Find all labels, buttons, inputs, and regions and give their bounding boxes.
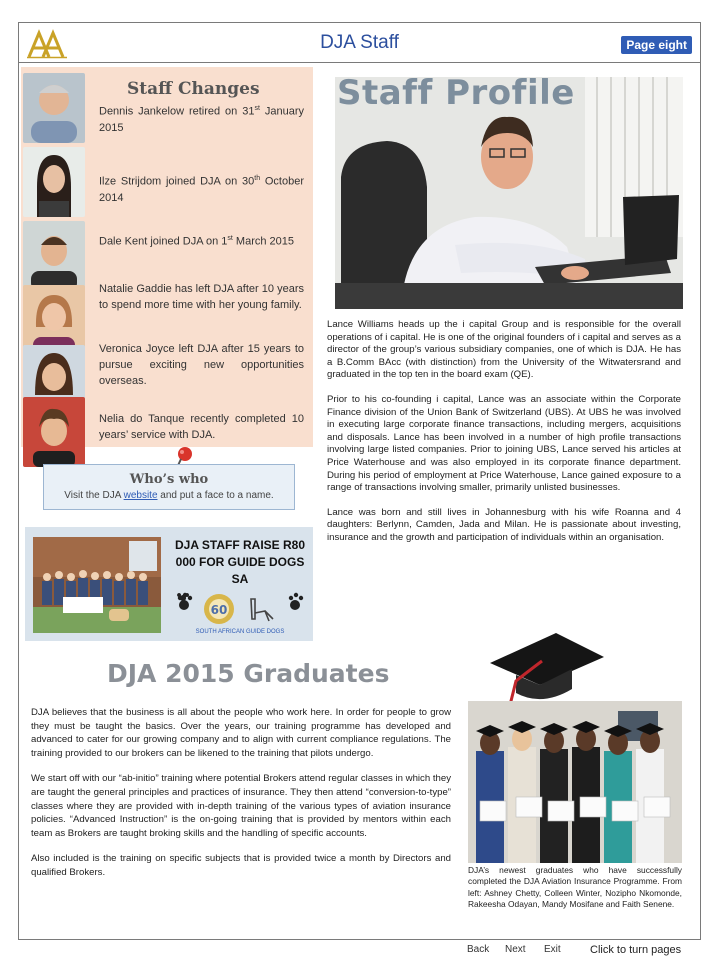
graduates-paragraph: DJA believes that the business is all about the people who work here. In order for people to grow they must be taught the basics. Over the years, our training programme has developed and advanced to cater for our growing company and to align with current compliance regulations. The training provided to our brokers can be likened to the training that pilots undergo.: [31, 707, 451, 759]
graduates-heading: DJA 2015 Graduates: [107, 659, 390, 688]
profile-paragraph: Lance was born and still lives in Johannesburg with his wife Roanna and 4 daughters: Berlynn, Camden, Jada and Milan. He is passionate about investing, insurance and the growth and participation of individuals within an organisation.: [327, 506, 681, 543]
page-number-badge: Page eight: [621, 36, 692, 54]
staff-change-item: Nelia do Tanque recently completed 10 years’ service with DJA.: [99, 413, 304, 441]
guide-dogs-anniversary-number: 60: [210, 603, 228, 617]
graduates-paragraph: Also included is the training on specific subjects that is provided twice a month by Directors and qualified Brokers.: [31, 853, 451, 878]
staff-photo-1: [23, 73, 85, 143]
fundraiser-title: DJA STAFF RAISE R80 000 FOR GUIDE DOGS SA: [174, 538, 306, 586]
staff-change-item: Dale Kent joined DJA on 1st March 2015: [99, 235, 295, 248]
profile-paragraph: Prior to his co-founding i capital, Lance was an associate within the Corporate Finance division of the Union Bank of Switzerland (UBS). At UBS he was involved in executing large corporate finance transactions, including mergers, acquisitions and disposals. Lance has been involved in a number of high profile transactions involving large listed companies. Prior to joining UBS, Lance served his articles at Price Waterhouse and was also employed in its corporate finance department. During his period of employment at Price Waterhouse, Lance gained exposure to a range of transactions involving smaller, primarily unlisted businesses.: [327, 393, 681, 494]
profile-paragraph: Lance Williams heads up the i capital Group and is responsible for the overall operations of i capital. He is one of the original founders of i capital and serves as a director of the group’s various subsidiary companies, one of which is DJA. He has a B.Comm BAcc (with distinction) from the University of the Witwatersrand and graduated in the top ten in the board exam (QE).: [327, 319, 681, 381]
page-frame: [18, 22, 701, 940]
next-button[interactable]: Next: [505, 944, 526, 955]
back-button[interactable]: Back: [467, 944, 490, 955]
graduates-caption: DJA’s newest graduates who have successfully completed the DJA Aviation Insurance Programme. From left: Ashney Chetty, Colleen Winter, Nozipho Nkomonde, Rakeesha Odayan, Mandy Mosifane and Faith Senene.: [468, 865, 682, 910]
graduates-photo: [468, 701, 682, 863]
whos-who-text-before: Visit the DJA: [64, 490, 124, 501]
graduates-paragraph: We start off with our “ab-initio” training where potential Brokers attend regular classes in which they are taught the general principles and practices of insurance. They then attend “conversion-to-type” classes where they are provided with in-depth training of the various types of aviation insurance policies. “Advanced Instruction” is the on-going training that is provided by mentors within each team as Brokers are taught broking skills and the handling of specific accounts.: [31, 773, 451, 839]
graduates-text: [31, 706, 451, 892]
page-title: DJA Staff: [320, 32, 399, 53]
staff-change-item: Ilze Strijdom joined DJA on 30th October 2014: [99, 175, 304, 204]
staff-change-item: Dennis Jankelow retired on 31st January 2015: [99, 105, 304, 134]
staff-changes-panel: [21, 67, 313, 447]
guide-dogs-logo-text: SOUTH AFRICAN GUIDE DOGS: [195, 629, 285, 635]
staff-profile-text: [327, 319, 681, 557]
staff-photo-6: [23, 397, 85, 467]
staff-changes-title: Staff Changes: [127, 79, 260, 99]
staff-change-item: Natalie Gaddie has left DJA after 10 years to spend more time with her young family.: [99, 283, 304, 311]
whos-who-title: Who’s who: [129, 472, 209, 487]
staff-change-item: Veronica Joyce left DJA after 15 years to pursue exciting new opportunities overseas.: [99, 343, 304, 387]
whos-who-text-after: and put a face to a name.: [157, 490, 274, 501]
whos-who-box: [43, 464, 295, 510]
staff-photo-2: [23, 147, 85, 217]
exit-button[interactable]: Exit: [544, 944, 561, 955]
whos-who-text: [44, 490, 294, 501]
turn-pages-hint: Click to turn pages: [590, 944, 682, 956]
graduation-cap-icon: [486, 623, 606, 713]
staff-profile-heading: Staff Profile: [337, 73, 575, 113]
staff-profile-section: [317, 67, 690, 641]
website-link[interactable]: website: [123, 490, 158, 501]
guide-dogs-logo-icon: [175, 589, 305, 637]
guide-dogs-fundraiser: [25, 527, 313, 641]
staff-group-photo: [33, 537, 161, 633]
page-footer: [0, 940, 720, 960]
staff-photo-3: [23, 221, 85, 291]
page-header: [19, 23, 700, 63]
